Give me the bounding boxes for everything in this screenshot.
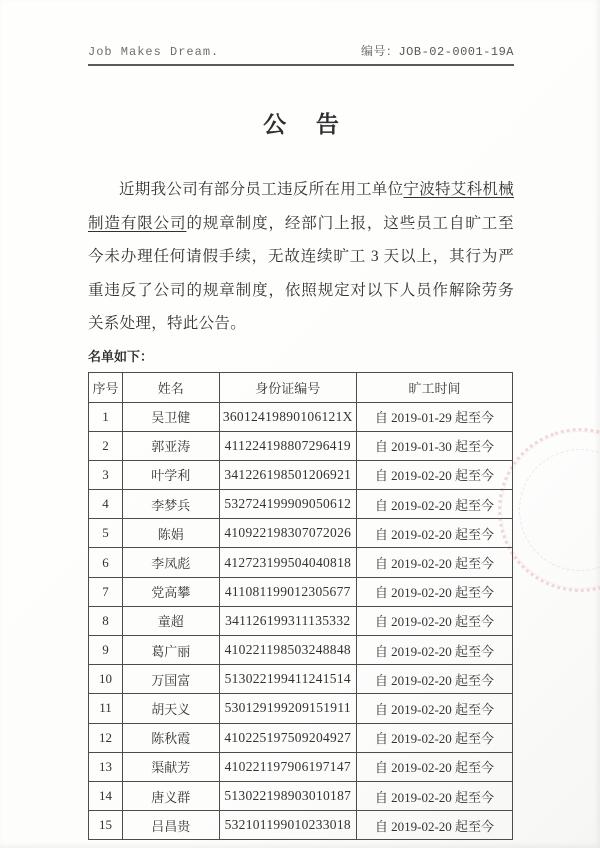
row-index-cell: 9: [89, 636, 123, 665]
company-name: 宁波特艾科机械制造有限公司: [88, 181, 515, 232]
row-index-cell: 4: [89, 490, 123, 519]
absence-period-cell: 自 2019-02-20 起至今: [356, 606, 512, 635]
row-index-cell: 11: [89, 694, 123, 723]
name-cell: 唐义群: [122, 781, 219, 810]
id-cell: 411224198807296419: [219, 431, 356, 460]
table-body: [89, 402, 513, 840]
name-cell: 陈娟: [122, 519, 219, 548]
column-header: 身份证编号: [219, 372, 356, 402]
absence-table: [88, 372, 513, 841]
table-row: [89, 460, 513, 489]
table-row: [89, 548, 513, 577]
id-cell: 513022199411241514: [219, 665, 356, 694]
name-cell: 陈秋霞: [122, 723, 219, 752]
id-cell: 530129199209151911: [219, 694, 356, 723]
table-row: [89, 519, 513, 548]
absence-period-cell: 自 2019-02-20 起至今: [356, 723, 512, 752]
name-cell: 童超: [122, 606, 219, 635]
row-index-cell: 2: [89, 431, 123, 460]
row-index-cell: 1: [89, 402, 123, 431]
table-row: [89, 636, 513, 665]
name-cell: 叶学利: [122, 460, 219, 489]
id-cell: 532724199909050612: [219, 490, 356, 519]
table-row: [89, 723, 513, 752]
name-cell: 吴卫健: [122, 402, 219, 431]
absence-period-cell: 自 2019-02-20 起至今: [356, 694, 512, 723]
id-cell: 410221198503248848: [219, 636, 356, 665]
row-index-cell: 3: [89, 460, 123, 489]
absence-period-cell: 自 2019-02-20 起至今: [356, 781, 512, 810]
name-cell: 渠献芳: [122, 752, 219, 781]
row-index-cell: 15: [89, 811, 123, 840]
id-cell: 513022198903010187: [219, 781, 356, 810]
header-doc-number: 编号：JOB-02-0001-19A: [360, 45, 514, 59]
column-header: 姓名: [122, 372, 219, 402]
row-index-cell: 8: [89, 606, 123, 635]
absence-period-cell: 自 2019-02-20 起至今: [356, 460, 512, 489]
name-cell: 党高攀: [122, 577, 219, 606]
absence-period-cell: 自 2019-02-20 起至今: [356, 665, 512, 694]
page-header: [88, 42, 514, 66]
id-cell: 412723199504040818: [219, 548, 356, 577]
absence-period-cell: 自 2019-02-20 起至今: [356, 752, 512, 781]
id-cell: 341126199311135332: [219, 606, 356, 635]
absence-period-cell: 自 2019-02-20 起至今: [356, 636, 512, 665]
absence-period-cell: 自 2019-02-20 起至今: [356, 577, 512, 606]
table-row: [89, 665, 513, 694]
paragraph-rest: 的规章制度，经部门上报，这些员工自旷工至今未办理任何请假手续，无故连续旷工 3 天以上，其行为严重违反了公司的规章制度，依照规定对以下人员作解除劳务关系处理，特此公告。: [88, 214, 514, 332]
row-index-cell: 14: [89, 781, 123, 810]
id-cell: 532101199010233018: [219, 811, 356, 840]
table-row: [89, 402, 513, 431]
name-cell: 郭亚涛: [122, 431, 219, 460]
absence-period-cell: 自 2019-02-20 起至今: [356, 811, 512, 840]
id-cell: 411081199012305677: [219, 577, 356, 606]
row-index-cell: 7: [89, 577, 123, 606]
table-row: [89, 752, 513, 781]
id-cell: 341226198501206921: [219, 460, 356, 489]
name-cell: 万国富: [122, 665, 219, 694]
list-label: 名单如下：: [88, 348, 154, 364]
id-cell: 410225197509204927: [219, 723, 356, 752]
absence-period-cell: 自 2019-02-20 起至今: [356, 519, 512, 548]
id-cell: 410922198307072026: [219, 519, 356, 548]
row-index-cell: 12: [89, 723, 123, 752]
row-index-cell: 5: [89, 519, 123, 548]
name-cell: 李凤彪: [122, 548, 219, 577]
name-cell: 李梦兵: [122, 490, 219, 519]
table-row: [89, 606, 513, 635]
id-cell: 36012419890106121X: [219, 402, 356, 431]
column-header: 序号: [89, 372, 123, 402]
table-row: [89, 577, 513, 606]
name-cell: 葛广丽: [122, 636, 219, 665]
document-content: [88, 0, 514, 840]
table-row: [89, 694, 513, 723]
table-row: [89, 490, 513, 519]
column-header: 旷工时间: [356, 372, 512, 402]
absence-period-cell: 自 2019-02-20 起至今: [356, 490, 512, 519]
absence-period-cell: 自 2019-01-30 起至今: [356, 431, 512, 460]
id-cell: 410221197906197147: [219, 752, 356, 781]
name-cell: 胡天义: [122, 694, 219, 723]
absence-period-cell: 自 2019-02-20 起至今: [356, 548, 512, 577]
header-slogan: Job Makes Dream.: [88, 45, 220, 59]
notice-paragraph: [88, 173, 514, 341]
row-index-cell: 6: [89, 548, 123, 577]
table-header-row: [89, 372, 513, 402]
name-cell: 吕昌贵: [122, 811, 219, 840]
table-row: [89, 431, 513, 460]
paragraph-intro: 近期我公司有部分员工违反所在用工单位: [119, 181, 404, 198]
row-index-cell: 10: [89, 665, 123, 694]
absence-period-cell: 自 2019-01-29 起至今: [356, 402, 512, 431]
table-row: [89, 811, 513, 840]
table-row: [89, 781, 513, 810]
row-index-cell: 13: [89, 752, 123, 781]
notice-title: 公 告: [263, 112, 351, 137]
